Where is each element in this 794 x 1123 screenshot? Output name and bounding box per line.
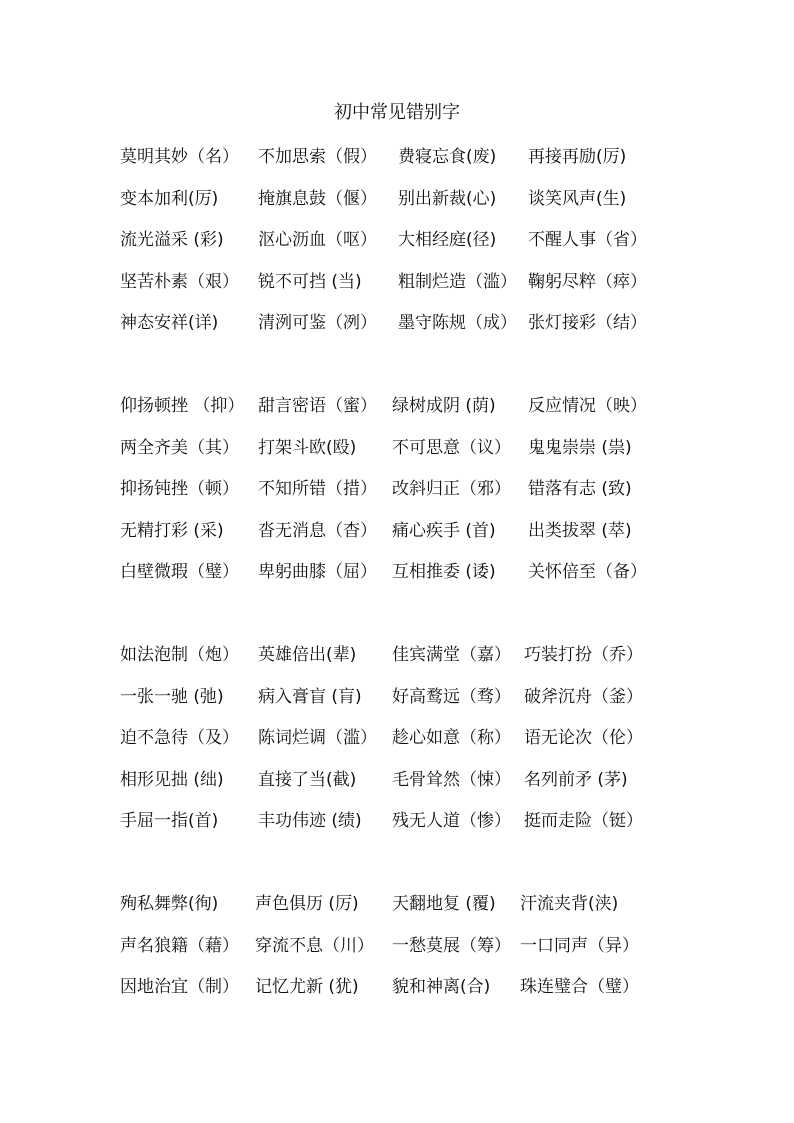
word-entry: 鞠躬尽粹（瘁） [528,271,647,292]
word-line [120,724,680,752]
word-entry: 名列前矛 (茅) [524,769,628,790]
word-entry: 天翻地复 (覆) [392,894,496,914]
word-entry: 互相推委 (诿) [392,562,496,583]
word-entry: 珠连璧合（璧） [520,977,639,998]
word-entry: 迫不急待（及） [120,728,239,749]
word-entry: 坚苦朴素（艰） [120,271,239,292]
word-entry: 两全齐美（其） [120,437,239,458]
word-entry: 残无人道（惨） [392,811,511,832]
word-line [120,475,680,503]
word-entry: 一张一驰 (弛) [120,686,224,707]
word-entry: 沤心沥血（呕） [258,230,377,251]
word-line [120,641,680,669]
word-line [120,143,680,171]
word-entry: 无精打彩 (采) [120,520,224,541]
word-entry: 掩旗息鼓（偃） [258,188,377,209]
word-entry: 一口同声（异） [520,935,639,956]
word-entry: 费寝忘食(废) [398,147,497,167]
word-entry: 谈笑风声(生) [528,188,627,209]
word-entry: 记忆尤新 (犹) [255,977,359,998]
word-entry: 鬼鬼崇崇 (祟) [528,437,632,458]
word-entry: 殉私舞弊(徇) [120,894,219,914]
word-entry: 不醒人事（省） [528,230,647,251]
word-entry: 英雄倍出(辈) [258,645,357,665]
word-entry: 破斧沉舟（釜） [524,686,643,707]
word-entry: 如法泡制（炮） [120,645,239,665]
page-title: 初中常见错别字 [334,102,460,123]
word-entry: 流光溢采 (彩) [120,230,224,251]
word-entry: 不知所错（措） [258,479,377,500]
word-line [120,973,680,1001]
word-entry: 关怀倍至（备） [528,562,647,583]
word-entry: 直接了当(截) [258,769,357,790]
word-entry: 挺而走险（铤） [524,811,643,832]
word-line [120,185,680,213]
word-entry: 貌和神离(合) [392,977,491,998]
word-entry: 因地治宜（制） [120,977,239,998]
word-entry: 改斜归正（邪） [392,479,511,500]
word-entry: 墨守陈规（成） [398,313,517,334]
word-entry: 声名狼籍（藉） [120,935,239,956]
word-line [120,558,680,586]
word-line [120,392,680,420]
word-entry: 再接再励(厉) [528,147,627,167]
word-line [120,807,680,835]
word-entry: 卑躬曲膝（屈） [258,562,377,583]
word-entry: 变本加利(厉) [120,188,219,209]
word-entry: 神态安祥(详) [120,313,219,334]
word-entry: 错落有志 (致) [528,479,632,500]
word-entry: 仰扬顿挫 （抑） [120,396,245,416]
word-entry: 沓无消息（杳） [258,520,377,541]
word-entry: 不可思意（议） [392,437,511,458]
word-entry: 大相经庭(径) [398,230,497,251]
word-entry: 白壁微瑕（璧） [120,562,239,583]
word-line [120,268,680,296]
word-line [120,434,680,462]
word-entry: 打架斗欧(殴) [258,437,357,458]
word-entry: 陈词烂调（滥） [258,728,377,749]
word-entry: 莫明其妙（名） [120,147,239,167]
word-line [120,683,680,711]
word-entry: 毛骨耸然（悚） [392,769,511,790]
word-line [120,517,680,545]
word-entry: 汗流夹背(浃) [520,894,619,914]
word-entry: 不加思索（假） [258,147,377,167]
word-entry: 相形见拙 (绌) [120,769,224,790]
word-entry: 出类拔翠 (萃) [528,520,632,541]
word-entry: 张灯接彩（结） [528,313,647,334]
word-entry: 甜言密语（蜜） [258,396,377,416]
word-entry: 穿流不息（川） [255,935,374,956]
word-line [120,226,680,254]
word-entry: 痛心疾手 (首) [392,520,496,541]
word-entry: 一愁莫展（筹） [392,935,511,956]
word-entry: 趁心如意（称） [392,728,511,749]
word-entry: 病入膏盲 (肓) [258,686,362,707]
word-entry: 绿树成阴 (荫) [392,396,496,416]
word-entry: 丰功伟迹 (绩) [258,811,362,832]
word-line [120,932,680,960]
word-entry: 抑扬钝挫（顿） [120,479,239,500]
word-entry: 粗制烂造（滥） [398,271,517,292]
word-entry: 语无论次（伦） [524,728,643,749]
word-entry: 反应情况（映） [528,396,647,416]
word-line [120,766,680,794]
word-entry: 锐不可挡 (当) [258,271,362,292]
word-entry: 巧装打扮（乔） [524,645,643,665]
word-entry: 别出新裁(心) [398,188,497,209]
word-line [120,890,680,918]
word-line [120,309,680,337]
word-entry: 清洌可鉴（冽） [258,313,377,334]
word-entry: 佳宾满堂（嘉） [392,645,511,665]
word-entry: 好高鹜远（骛） [392,686,511,707]
word-entry: 手屈一指(首) [120,811,219,832]
word-entry: 声色俱历 (厉) [255,894,359,914]
